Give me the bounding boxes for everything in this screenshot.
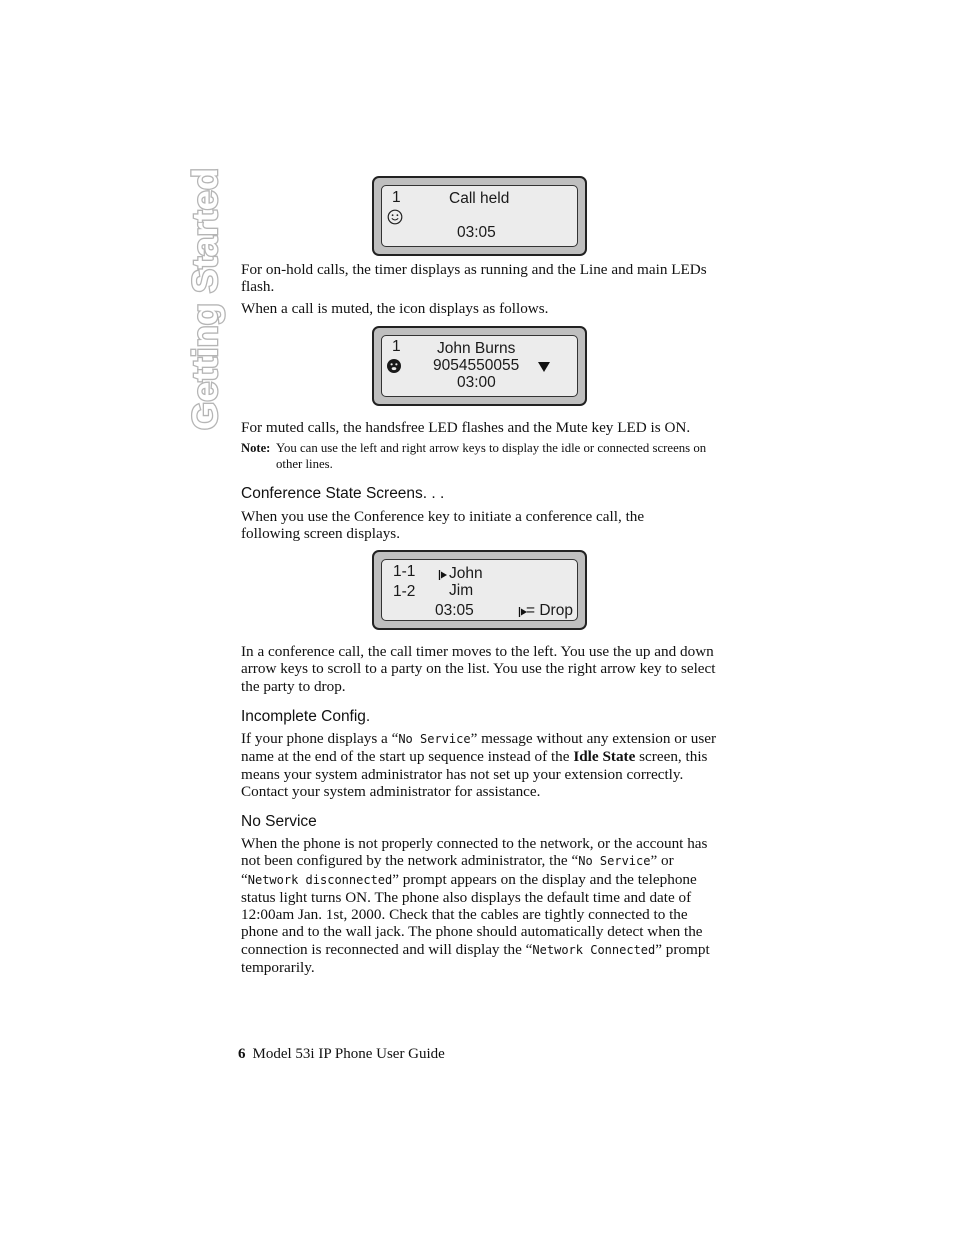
footer-title: Model 53i IP Phone User Guide: [252, 1046, 445, 1062]
muted-intro-paragraph: When a call is muted, the icon displays as follows.: [241, 300, 549, 317]
hold-paragraph: For on-hold calls, the timer displays as running and the Line and main LEDs flash.: [241, 261, 707, 296]
down-arrow-icon: [537, 361, 551, 373]
lcd-line-number: 1: [392, 189, 401, 206]
no-service-paragraph: When the phone is not properly connected to the network, or the account has not been configured by the network administrator, the “No Service” or “Network disconnected” prompt appears on the display and the telephone status light turns ON. The phone also displays the default time and date of 12:00am Jan. 1st, 2000. Check that the cables are tightly connected to the phone and to the wall jack. The phone should automatically detect when the connection is reconnected and will display the “Network Connected” prompt temporarily.: [241, 835, 710, 977]
lcd-caller-name: John Burns: [437, 340, 516, 357]
note-label: Note:: [241, 441, 271, 455]
incomplete-config-paragraph: If your phone displays a “No Service” message without any extension or user name at the end of the start up sequence instead of the Idle State screen, this means your system administrator has not set up your extension correctly. Contact your system administrator for assistance.: [241, 730, 717, 800]
smiley-icon: [387, 209, 403, 225]
page-footer: [238, 1046, 445, 1063]
lcd-call-timer: 03:00: [457, 374, 496, 391]
network-disconnected-message: Network disconnected: [247, 872, 393, 887]
lcd-party1-id: 1-1: [393, 563, 416, 580]
lcd-display: [381, 185, 578, 247]
conference-heading: Conference State Screens. . .: [241, 485, 445, 502]
incomplete-config-heading: Incomplete Config.: [241, 708, 371, 725]
lcd-line-number: 1: [392, 338, 401, 355]
muted-paragraph: For muted calls, the handsfree LED flashes and the Mute key LED is ON.: [241, 419, 691, 436]
conference-paragraph: In a conference call, the call timer moves to the left. You use the up and down arrow keys to scroll to a party on the list. You use the right arrow key to select the party to drop.: [241, 643, 716, 695]
note-text: You can use the left and right arrow keys to display the idle or connected screens on other lines.: [276, 441, 707, 471]
lcd-call-timer: 03:05: [435, 602, 474, 619]
section-title-text: Getting Started: [186, 177, 225, 430]
no-service-message: No Service: [578, 854, 651, 869]
lcd-conference: [372, 550, 587, 630]
lcd-display: [381, 335, 578, 397]
pointer-icon: [438, 569, 448, 581]
lcd-display: [381, 559, 578, 621]
lcd-call-timer: 03:05: [457, 224, 496, 241]
page-number: 6: [238, 1046, 246, 1062]
lcd-muted-call: [372, 326, 587, 406]
note: [241, 440, 721, 474]
no-service-message: No Service: [398, 732, 471, 746]
lcd-call-status: Call held: [449, 190, 510, 207]
network-connected-message: Network Connected: [532, 942, 656, 957]
idle-state-term: Idle State: [573, 748, 636, 766]
lcd-party1-name: John: [449, 565, 483, 582]
lcd-caller-number: 9054550055: [433, 357, 520, 374]
lcd-party2-name: Jim: [449, 582, 474, 599]
section-title: [186, 168, 226, 432]
conference-intro: When you use the Conference key to initiate a conference call, the following screen displays.: [241, 508, 645, 543]
lcd-party2-id: 1-2: [393, 583, 416, 600]
no-service-heading: No Service: [241, 813, 317, 830]
mute-icon: [386, 358, 402, 374]
lcd-call-held: [372, 176, 587, 256]
lcd-drop-label: = Drop: [526, 602, 573, 619]
